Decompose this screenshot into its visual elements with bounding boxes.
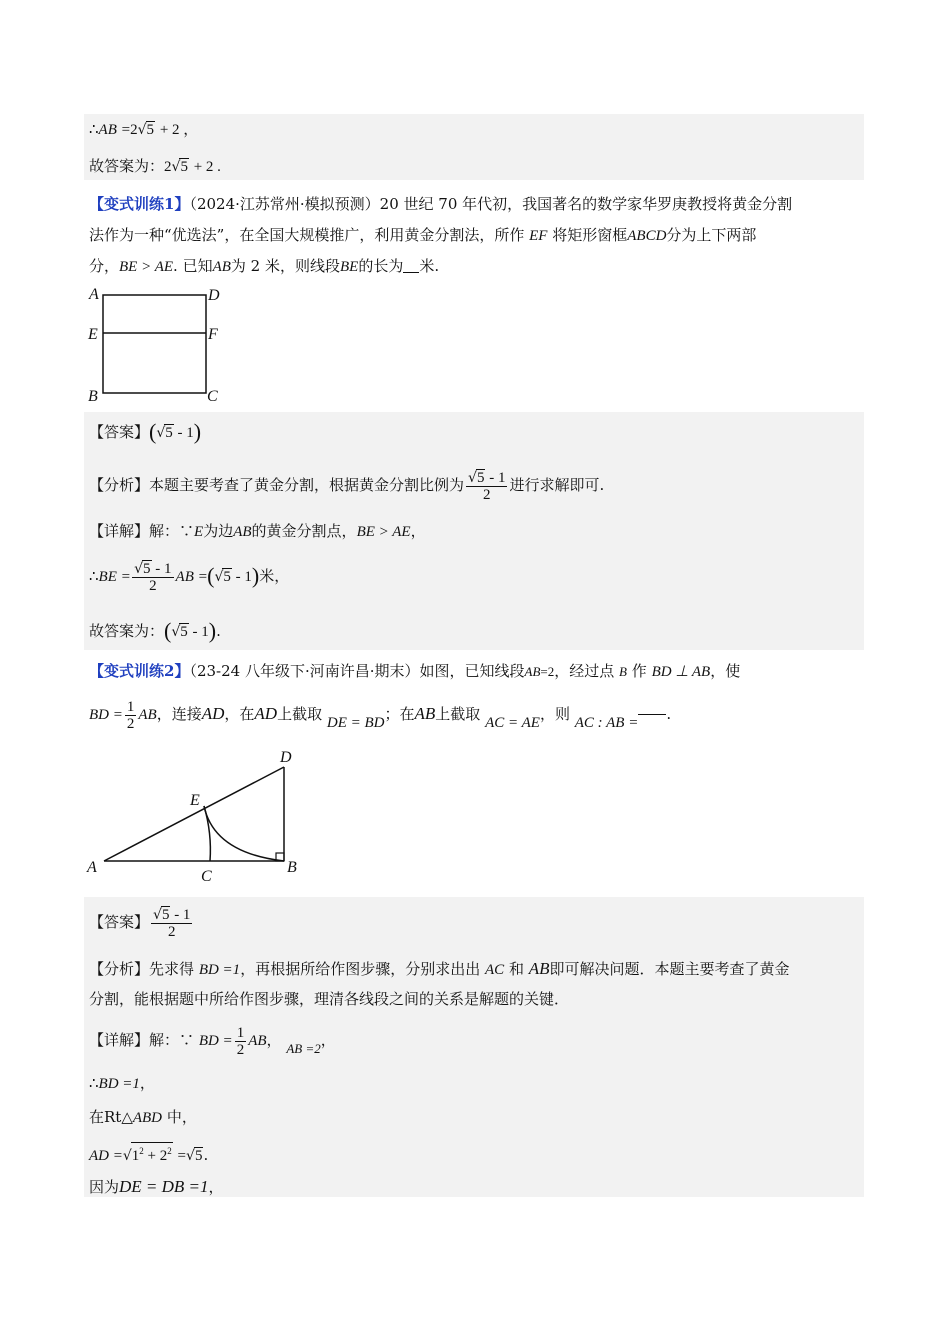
math-eq: =2	[540, 664, 555, 679]
analysis-label: 【分析】	[89, 960, 150, 978]
text: 解：∵	[149, 522, 195, 540]
fraction: $\frac{√5 - 1}{2}$	[153, 907, 191, 940]
text: 作	[631, 662, 647, 680]
text: 为边	[203, 522, 234, 540]
analysis-label: 【分析】	[89, 476, 150, 494]
ex2-question-line2: BD = $\frac{1}{2}$ AB，连接AD，在AD上截取 DE = BD；在AB上截取 AC = AE，则 AC : AB = .	[89, 698, 672, 732]
math-ab: AB	[212, 259, 231, 275]
math-bd: BD =1	[198, 962, 241, 978]
text: 米，	[259, 567, 290, 585]
math-e: E	[194, 524, 204, 540]
label-b: B	[287, 859, 297, 876]
ex2-figure-triangle	[84, 748, 314, 888]
math-ab: AB	[98, 122, 117, 138]
ex2-detail-line2: ∴BD =1，	[89, 1074, 155, 1092]
radical-sign: √	[171, 159, 181, 175]
ex1-analysis	[89, 465, 604, 505]
math-ac: AC	[484, 962, 505, 978]
coef: 2	[164, 159, 172, 175]
label-d: D	[280, 749, 292, 766]
label-a: A	[89, 286, 99, 303]
ex1-final-answer: 故答案为：(√5 - 1).	[89, 618, 221, 643]
answer-label: 【答案】	[89, 423, 150, 441]
therefore-symbol: ∴	[89, 120, 99, 138]
label-d: D	[208, 287, 220, 304]
ex1-question-line2	[89, 224, 756, 247]
radicand: 5	[180, 159, 188, 175]
analysis-text: 分割，能根据题中所给作图步骤，理清各线段之间的关系是解题的关键．	[89, 990, 570, 1008]
math-ac-ae: AC = AE	[485, 715, 540, 731]
text: 分为上下两部	[666, 226, 757, 244]
fraction: $\frac{√5 - 1}{2}$	[468, 470, 506, 503]
math-tail: + 2 ，	[159, 122, 199, 138]
math-cond: BE > AE	[356, 524, 411, 540]
math-bd-eq: BD =1	[98, 1076, 140, 1092]
ex2-detail-line4: AD $=√1^2 + 2^2 =√5$.	[89, 1142, 208, 1167]
ex2-detail-line1: 【详解】解：∵ BD = $\frac{1}{2}$ AB， AB =2，	[89, 1024, 336, 1058]
prev-conclusion	[89, 118, 198, 141]
answer-prefix: 故答案为：	[89, 622, 165, 640]
radical-sign: √	[137, 122, 147, 138]
ex1-detail-line1	[89, 520, 426, 543]
math-bd: BD =	[198, 1033, 233, 1049]
text: ，使	[710, 662, 741, 680]
math-ab: AB	[524, 664, 541, 679]
label-e: E	[190, 792, 200, 809]
math-de-bd: DE = BD	[326, 715, 385, 731]
math-de-db: DE = DB =1	[119, 1177, 209, 1196]
ex1-question-line3	[89, 255, 439, 278]
ex1-question-line1	[89, 193, 792, 215]
text: 法作为一种“优选法”，在全国大规模推广，利用黄金分割法，所作	[89, 226, 525, 244]
math-ab: AB	[528, 959, 550, 978]
text: ，经过点	[554, 662, 615, 680]
math-abd: ABD	[132, 1110, 163, 1126]
math-eq: =2	[121, 122, 138, 138]
math-minus: - 1	[173, 425, 194, 441]
answer-prefix: 故答案为：	[89, 157, 165, 175]
math-bd: BD =	[89, 707, 123, 723]
ex1-tag: 【变式训练1】	[89, 195, 190, 213]
label-c: C	[201, 868, 212, 885]
ex2-analysis-line2	[89, 988, 569, 1010]
fraction-half: $\frac{1}{2}$	[126, 698, 135, 732]
text: ，	[410, 522, 426, 540]
math-abcd: ABCD	[627, 228, 667, 244]
arc-ec	[204, 806, 210, 861]
math-tail: + 2 .	[193, 159, 221, 175]
radicand: 5	[165, 425, 173, 441]
ex1-answer: 【答案】(√5 - 1)	[89, 419, 202, 444]
label-e: E	[88, 326, 98, 343]
ex2-answer	[89, 902, 194, 942]
detail-label: 【详解】	[89, 1031, 150, 1049]
answer-blank	[403, 258, 419, 273]
arc-eb	[204, 806, 284, 861]
ex2-detail-line3: 在Rt△ABD 中，	[89, 1108, 197, 1126]
label-a: A	[87, 859, 97, 876]
math-ef: EF	[529, 228, 548, 244]
text: . 已知	[173, 257, 213, 275]
label-f: F	[208, 326, 218, 343]
ex1-text: （2024·江苏常州·模拟预测）20 世纪 70 年代初，我国著名的数学家华罗庚教授将黄金分割	[189, 195, 793, 213]
ex2-question-line1	[89, 660, 740, 683]
math-ab-eq: AB =2	[286, 1041, 321, 1056]
fraction-half: $\frac{1}{2}$	[236, 1024, 245, 1058]
ex1-figure-rectangle	[84, 284, 234, 404]
ex2-tag: 【变式训练2】	[89, 662, 190, 680]
math-be: BE	[98, 569, 117, 585]
ex2-detail-line5: 因为DE = DB =1，	[89, 1177, 224, 1196]
math-b: B	[619, 664, 627, 679]
analysis-tail: 进行求解即可.	[509, 476, 605, 494]
text: 分，	[89, 257, 120, 275]
analysis-text: 本题主要考查了黄金分割，根据黄金分割比例为	[149, 476, 465, 494]
math-ad: AD =	[89, 1148, 123, 1164]
text: 的长为	[358, 257, 404, 275]
answer-label: 【答案】	[89, 913, 150, 931]
prev-answer	[89, 155, 221, 178]
label-b: B	[88, 388, 98, 404]
rect-abcd	[103, 295, 206, 393]
math-be: BE	[340, 259, 359, 275]
ex2-analysis-line1: 【分析】先求得 BD =1，再根据所给作图步骤，分别求出出 AC 和 AB即可解决问题．本题主要考查了黄金	[89, 959, 790, 978]
fraction: $\frac{√5 - 1}{2}$	[134, 561, 172, 594]
answer-blank	[638, 704, 666, 715]
text: 将矩形窗框	[552, 226, 628, 244]
math-ab: AB	[175, 569, 194, 585]
text: 为 2 米，则线段	[230, 257, 340, 275]
text: 米.	[419, 257, 440, 275]
detail-label: 【详解】	[89, 522, 150, 540]
math-ratio: AC : AB =	[574, 715, 639, 731]
math-cond: BE > AE	[119, 259, 174, 275]
text: ，连接	[156, 705, 202, 723]
segment-ad	[104, 767, 284, 861]
math-perp: BD ⊥ AB	[651, 664, 711, 680]
text: 的黄金分割点，	[251, 522, 357, 540]
ex1-detail-line2: ∴BE = $\frac{√5 - 1}{2}$ AB =(√5 - 1)米，	[89, 561, 290, 594]
radicand: 5	[146, 122, 155, 138]
math-ab: AB	[233, 524, 252, 540]
text: （23-24 八年级下·河南许昌·期末）如图，已知线段	[189, 662, 525, 680]
label-c: C	[207, 388, 218, 404]
